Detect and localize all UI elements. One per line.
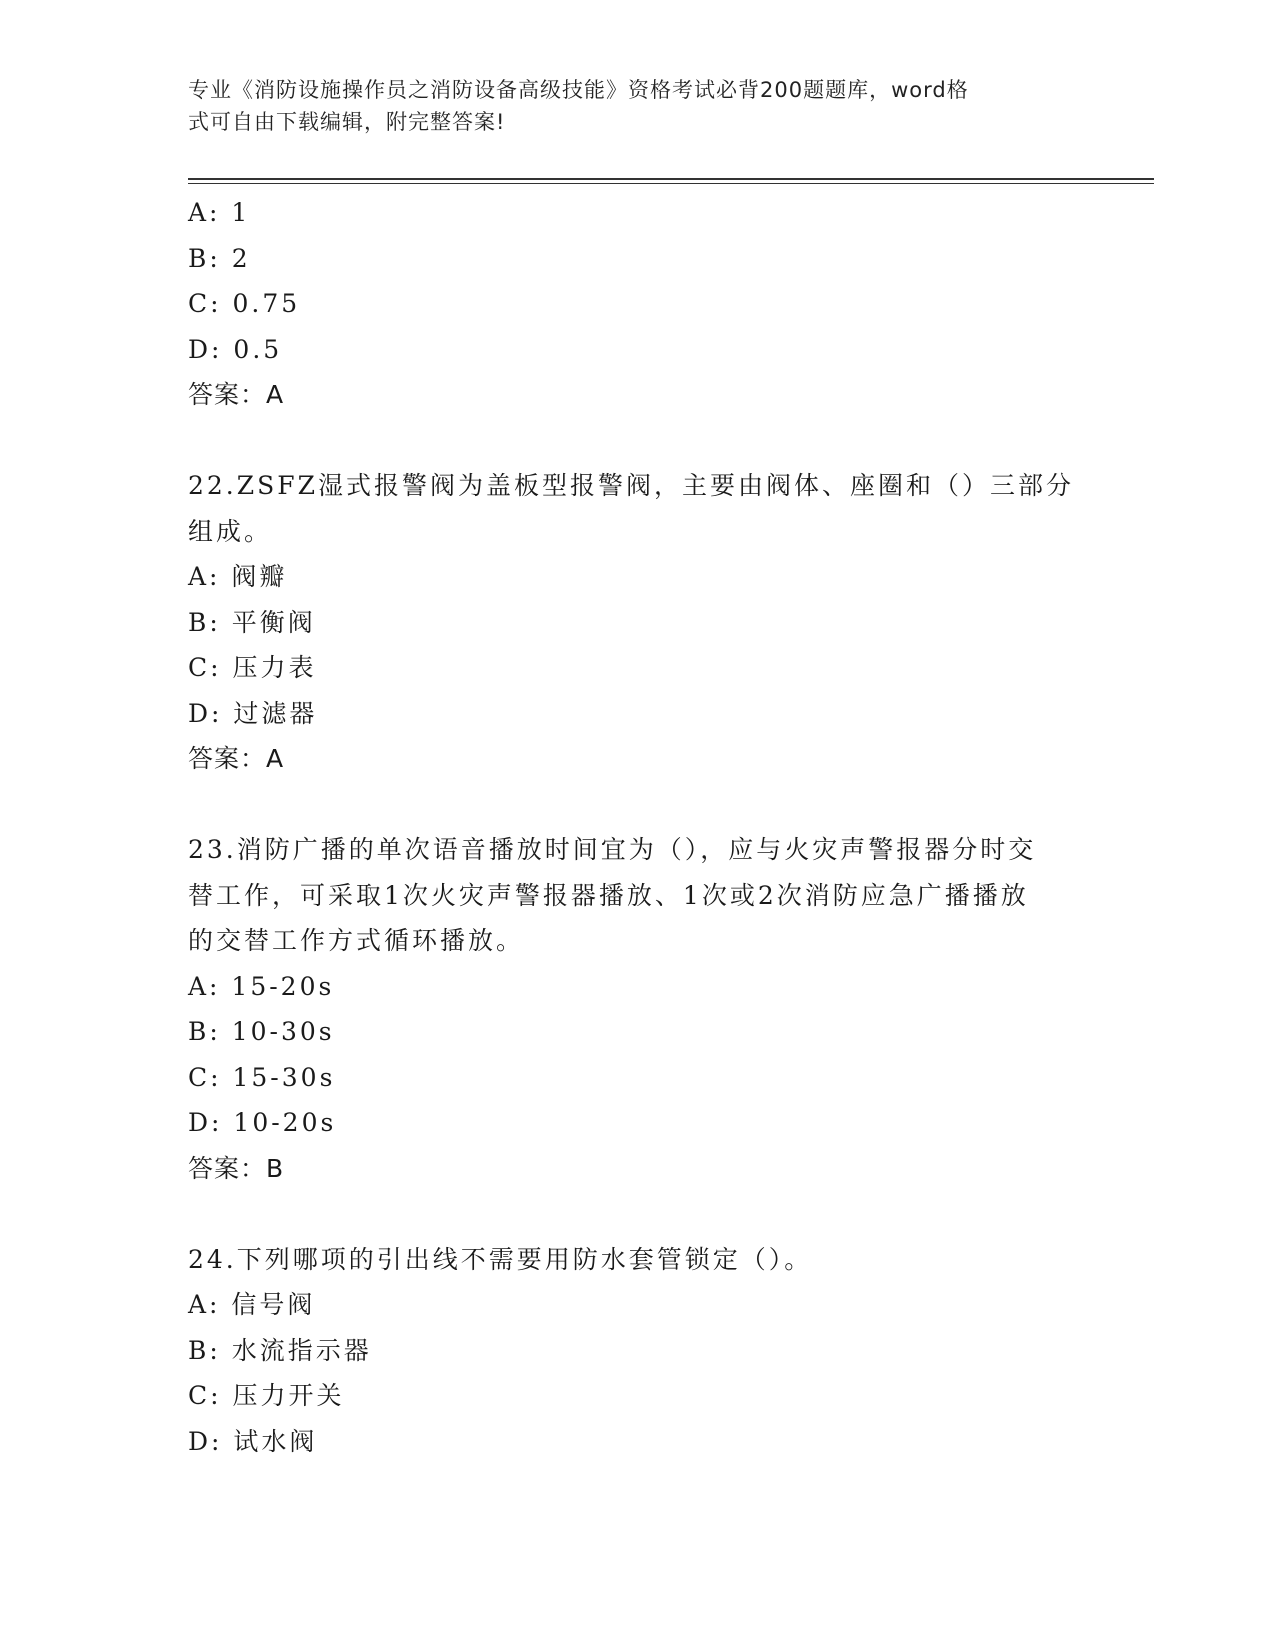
answer: 答案：B [188,1153,285,1183]
question-21-block [188,190,1088,418]
option-d: D: 0.5 [188,334,283,364]
question-23-text-line-1: 23.消防广播的单次语音播放时间宜为（），应与火灾声警报器分时交 [188,835,1037,864]
option-a: A: 信号阀 [188,1290,316,1319]
option-b: B: 水流指示器 [188,1335,372,1365]
option-a: A: 1 [188,198,251,227]
question-22-block [188,463,1088,782]
question-24-text-line-1: 24.下列哪项的引出线不需要用防水套管锁定（）。 [188,1244,813,1274]
question-23-text-line-3: 的交替工作方式循环播放。 [188,926,525,955]
answer: 答案：A [188,744,285,773]
document-header [188,74,1068,138]
option-c: C: 15-30s [188,1062,336,1092]
option-b: B: 平衡阀 [188,607,316,637]
header-line-1: 专业《消防设施操作员之消防设备高级技能》资格考试必背200题题库，word格 [188,78,969,102]
option-a: A: 阀瓣 [188,562,288,591]
option-a: A: 15-20s [188,971,335,1001]
option-d: D: 10-20s [188,1108,337,1137]
header-rule-thin [188,183,1154,184]
question-23-block [188,827,1088,1191]
question-22-text-line-2: 组成。 [188,516,273,546]
header-line-2: 式可自由下载编辑，附完整答案! [188,110,506,134]
question-24-block [188,1237,1088,1465]
question-content [188,190,1088,1464]
option-c: C: 压力表 [188,653,317,682]
option-b: B: 2 [188,243,251,273]
option-b: B: 10-30s [188,1017,335,1046]
answer: 答案：A [188,380,285,409]
question-22-text-line-1: 22.ZSFZ湿式报警阀为盖板型报警阀，主要由阀体、座圈和（）三部分 [188,471,1074,500]
option-d: D: 过滤器 [188,698,318,728]
option-d: D: 试水阀 [188,1426,318,1456]
option-c: C: 0.75 [188,289,301,318]
question-23-text-line-2: 替工作，可采取1次火灾声警报器播放、1次或2次消防应急广播播放 [188,880,1029,910]
option-c: C: 压力开关 [188,1381,345,1410]
header-rule-thick [188,178,1154,180]
